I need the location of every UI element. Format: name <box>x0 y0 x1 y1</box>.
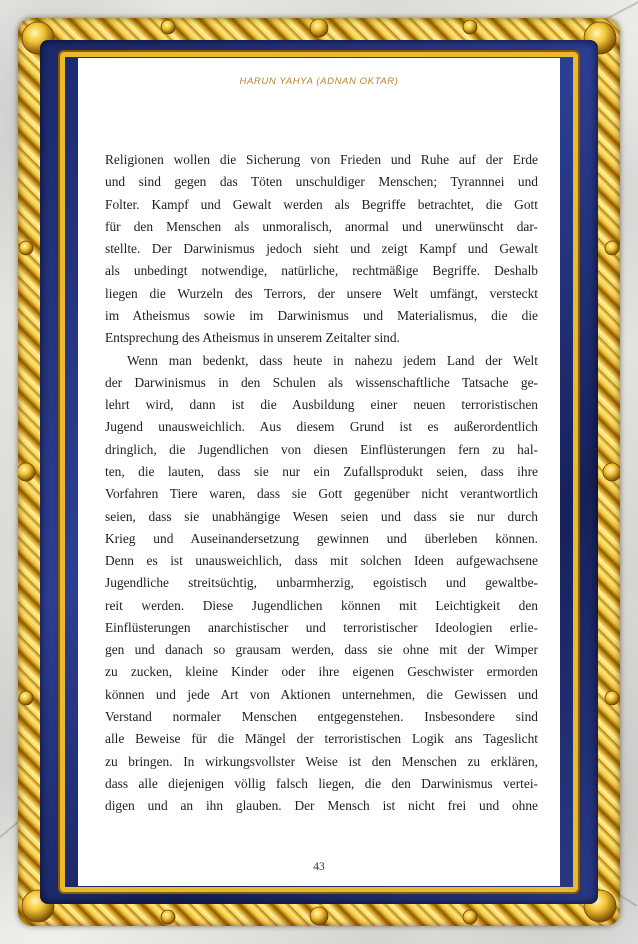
text-line: und sind gegen das Töten unschuldiger Menschen; Tyrannnei und <box>105 174 538 190</box>
text-line: im Atheismus sowie im Darwinismus und Materialismus, die die <box>105 307 538 323</box>
text-line: Jugend unausweichlich. Aus diesem Grund ist es außerordentlich <box>105 419 538 435</box>
text-line: Religionen wollen die Sicherung von Frieden und Ruhe auf der Erde <box>105 152 538 167</box>
book-page <box>78 58 560 886</box>
text-line: seien, dass sie unabhängige Wesen seien und dass sie nur durch <box>105 508 538 524</box>
text-line: dringlich, die Jugendlichen von diesen Einflüsterungen fern zu hal- <box>105 441 538 457</box>
text-line: liegen die Wurzeln des Terrors, der unsere Welt umfängt, versteckt <box>105 285 538 301</box>
text-line: Krieg und Auseinandersetzung gewinnen und überleben können. <box>105 530 538 546</box>
text-line: für den Menschen als unmoralisch, anormal und unerwünscht dar- <box>105 218 538 234</box>
text-line: Folter. Kampf und Gewalt werden als Begriffe betrachtet, die Gott <box>105 196 538 212</box>
text-line: Wenn man bedenkt, dass heute in nahezu jedem Land der Welt <box>127 352 538 368</box>
text-line: dass alle diejenigen völlig falsch liegen, die den Darwinismus vertei- <box>105 775 538 791</box>
text-line: gen und danach so grausam werden, dass sie ohne mit der Wimper <box>105 642 538 658</box>
text-line: lehrt wird, dann ist die Ausbildung einer neuen terroristischen <box>105 397 538 413</box>
text-line: Denn es ist unausweichlich, dass mit solchen Ideen aufgewachsene <box>105 553 538 569</box>
text-line: zu bringen. In wirkungsvollster Weise ist den Menschen zu erklären, <box>105 753 538 769</box>
text-line: Jugendliche streitsüchtig, unbarmherzig, egoistisch und gewaltbe- <box>105 575 538 591</box>
text-line: können und jede Art von Aktionen unternehmen, die Gewissen und <box>105 686 538 702</box>
text-line: als unbedingt notwendige, natürliche, rechtmäßige Begriffe. Deshalb <box>105 263 538 279</box>
text-line: ten, die lauten, dass sie nur ein Zufallsprodukt seien, dass ihre <box>105 463 538 479</box>
text-line: reit werden. Diese Jugendlichen können mit Leichtigkeit den <box>105 597 538 613</box>
text-line: Verstand normaler Menschen entgegenstehen. Insbesondere sind <box>105 709 538 725</box>
text-line: Vorfahren Tiere waren, dass sie Gott gegenüber nicht verantwortlich <box>105 486 538 502</box>
text-line: stellte. Der Darwinismus jedoch sieht und zeigt Kampf und Gewalt <box>105 241 538 257</box>
text-line: alle Beweise für die Mängel der terroristischen Logik ans Tageslicht <box>105 731 538 747</box>
body-text <box>105 149 538 817</box>
text-line: zu zucken, kleine Kinder oder ihre eigenen Geschwister ermorden <box>105 664 538 680</box>
text-line: Einflüsterungen anarchistischer und terroristischer Ideologien erlie- <box>105 619 538 635</box>
page-number: 43 <box>313 861 325 873</box>
text-line: Entsprechung des Atheismus in unserem Zeitalter sind. <box>105 330 400 346</box>
text-line: der Darwinismus in den Schulen als wissenschaftliche Tatsache ge- <box>105 374 538 390</box>
text-line: digen und an ihn glauben. Der Mensch ist nicht frei und ohne <box>105 798 538 814</box>
running-head: HARUN YAHYA (ADNAN OKTAR) <box>239 76 399 87</box>
